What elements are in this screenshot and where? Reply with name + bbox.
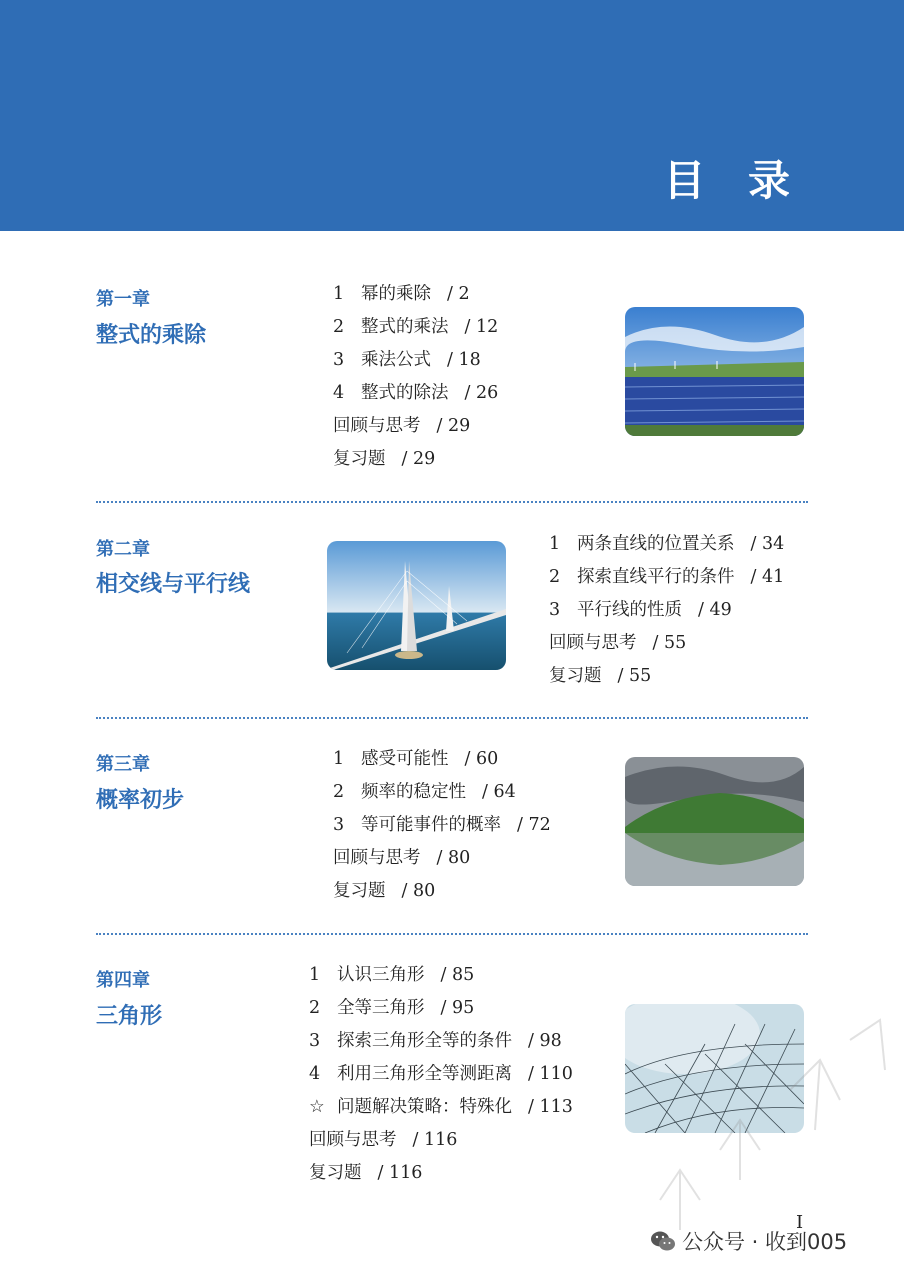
chapter-number-3: 第三章 (96, 754, 150, 775)
star-icon: ☆ (309, 1097, 325, 1117)
toc-item[interactable]: 1 感受可能性 / 60 (333, 749, 499, 769)
bridge-image (327, 541, 506, 670)
toc-item[interactable]: 回顾与思考 / 29 (333, 416, 471, 436)
toc-item[interactable]: 复习题 / 116 (309, 1163, 423, 1183)
toc-item[interactable]: 回顾与思考 / 55 (549, 633, 687, 653)
section-divider (96, 717, 808, 719)
chapter-title-4: 三角形 (96, 1004, 163, 1029)
toc-item[interactable]: 3 乘法公式 / 18 (333, 350, 481, 370)
page-number: I (796, 1212, 804, 1233)
toc-item[interactable]: 1 两条直线的位置关系 / 34 (549, 534, 785, 554)
island-lake-image (625, 757, 804, 886)
section-divider (96, 933, 808, 935)
toc-item[interactable]: 回顾与思考 / 80 (333, 848, 471, 868)
stamp-watermark (640, 1000, 900, 1240)
toc-item[interactable]: 复习题 / 80 (333, 881, 436, 901)
toc-item[interactable]: 1 幂的乘除 / 2 (333, 284, 470, 304)
toc-list-chapter-1 (333, 278, 498, 476)
toc-list-chapter-4 (309, 959, 573, 1190)
toc-list-chapter-3 (333, 743, 551, 908)
chapter-title-1: 整式的乘除 (96, 323, 207, 348)
toc-list-chapter-2 (549, 528, 784, 693)
toc-item[interactable]: 2 整式的乘法 / 12 (333, 317, 499, 337)
toc-item[interactable]: 复习题 / 29 (333, 449, 436, 469)
toc-item[interactable]: ☆ 问题解决策略：特殊化 / 113 (309, 1091, 573, 1124)
wechat-icon (650, 1230, 676, 1257)
toc-item[interactable]: 3 平行线的性质 / 49 (549, 600, 732, 620)
solar-farm-image (625, 307, 804, 436)
toc-item[interactable]: 2 全等三角形 / 95 (309, 998, 475, 1018)
chapter-number-4: 第四章 (96, 970, 150, 991)
toc-item[interactable]: 3 探索三角形全等的条件 / 98 (309, 1031, 562, 1051)
toc-item[interactable]: 4 整式的除法 / 26 (333, 383, 499, 403)
toc-item[interactable]: 4 利用三角形全等测距离 / 110 (309, 1064, 573, 1084)
header-banner (0, 0, 904, 231)
section-divider (96, 501, 808, 503)
toc-item[interactable]: 回顾与思考 / 116 (309, 1130, 458, 1150)
wechat-watermark: 公众号 · 收到005 (650, 1226, 847, 1257)
chapter-number-1: 第一章 (96, 289, 150, 310)
toc-item[interactable]: 3 等可能事件的概率 / 72 (333, 815, 551, 835)
toc-item[interactable]: 2 频率的稳定性 / 64 (333, 782, 516, 802)
toc-item[interactable]: 1 认识三角形 / 85 (309, 965, 475, 985)
chapter-title-2: 相交线与平行线 (96, 572, 251, 597)
toc-item[interactable]: 复习题 / 55 (549, 666, 652, 686)
page-title: 目 录 (663, 156, 804, 205)
chapter-number-2: 第二章 (96, 539, 150, 560)
toc-item[interactable]: 2 探索直线平行的条件 / 41 (549, 567, 785, 587)
chapter-title-3: 概率初步 (96, 788, 185, 813)
